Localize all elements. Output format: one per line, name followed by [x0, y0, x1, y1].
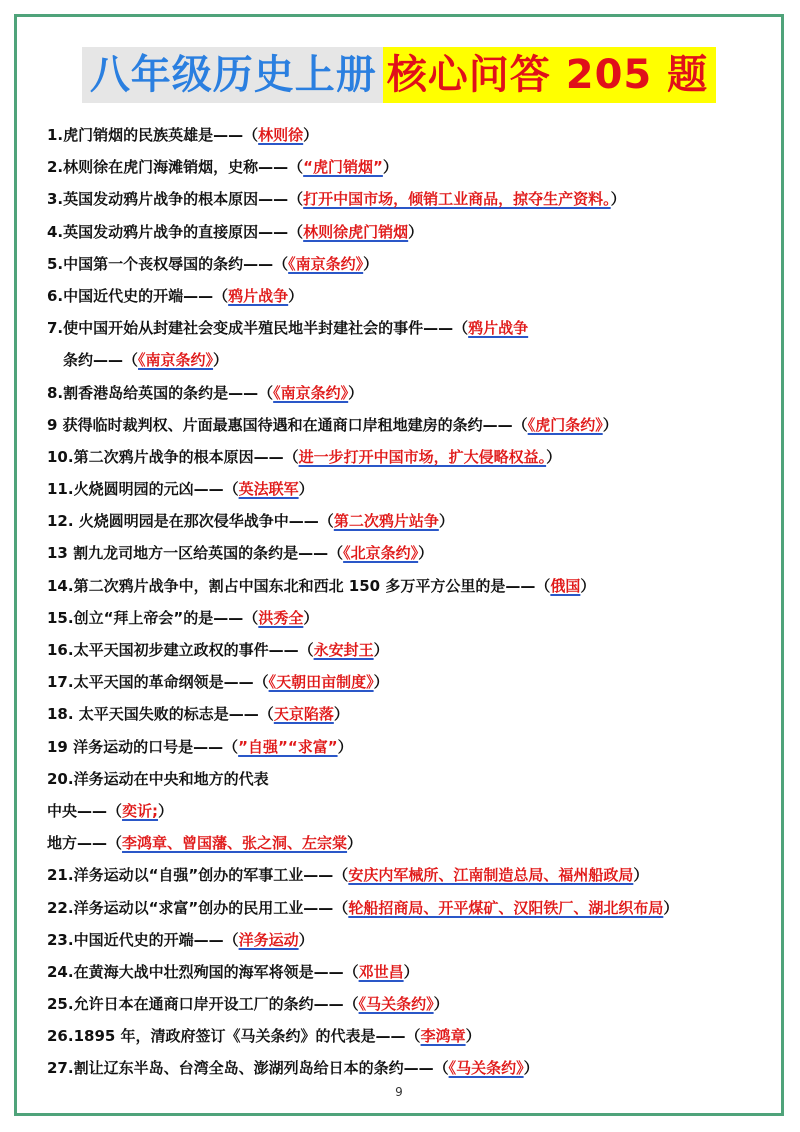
qa-item [47, 1020, 777, 1052]
close-paren: ） [337, 737, 353, 756]
qa-item [47, 892, 777, 924]
answer-text: ”自强”“求富” [238, 737, 338, 756]
question-text: 12. 火烧圆明园是在那次侵华战争中—— [47, 512, 319, 531]
question-text: 2.林则徐在虎门海滩销烟，史称—— [47, 158, 289, 177]
question-text: 21.洋务运动以“自强”创办的军事工业—— [47, 866, 334, 885]
qa-item [47, 183, 777, 215]
qa-item [47, 634, 777, 666]
answer-text: 林则徐虎门销烟 [303, 222, 409, 241]
question-text: 1.虎门销烟的民族英雄是—— [47, 126, 244, 144]
page-title [82, 47, 716, 103]
qa-list [47, 119, 777, 1085]
answer-text: 鸦片战争 [468, 319, 529, 338]
close-paren: ） [546, 447, 562, 466]
qa-item [47, 409, 777, 441]
close-paren: ） [348, 383, 364, 402]
document-page [14, 14, 784, 1116]
qa-item [47, 795, 777, 827]
question-text: 3.英国发动鸦片战争的根本原因—— [47, 190, 289, 209]
answer-text: 奕䜣; [122, 801, 159, 820]
open-paren: （ [512, 415, 528, 434]
question-text: 19 洋务运动的口号是—— [47, 737, 224, 756]
question-text: 10.第二次鸦片战争的根本原因—— [47, 447, 284, 466]
answer-text: “虎门销烟” [303, 158, 383, 177]
qa-item [47, 344, 777, 376]
answer-text: 《天朝田亩制度》 [268, 673, 374, 692]
open-paren: （ [333, 866, 349, 885]
close-paren: ） [403, 962, 419, 981]
close-paren: ） [382, 158, 398, 177]
question-text: 11.火烧圆明园的元凶—— [47, 480, 224, 499]
qa-item [47, 698, 777, 730]
qa-item [47, 570, 777, 602]
answer-text: 邓世昌 [358, 962, 404, 981]
open-paren: （ [288, 222, 304, 241]
open-paren: （ [333, 898, 349, 917]
open-paren: （ [107, 834, 123, 853]
close-paren: ） [213, 351, 229, 370]
close-paren: ） [373, 673, 389, 692]
qa-item [47, 956, 777, 988]
answer-text: 《北京条约》 [343, 544, 419, 563]
question-text: 16.太平天国初步建立政权的事件—— [47, 641, 299, 659]
answer-text: 《虎门条约》 [527, 415, 603, 434]
qa-item [47, 602, 777, 634]
question-text: 23.中国近代史的开端—— [47, 930, 224, 949]
question-text: 18. 太平天国失败的标志是—— [47, 705, 259, 724]
answer-text: 第二次鸦片站争 [333, 512, 439, 531]
question-text: 6.中国近代史的开端—— [47, 286, 214, 305]
qa-item [47, 473, 777, 505]
open-paren: （ [243, 608, 259, 627]
close-paren: ） [633, 866, 649, 885]
answer-text: 鸦片战争 [228, 286, 289, 305]
qa-item [47, 666, 777, 698]
close-paren: ） [298, 930, 314, 949]
question-text: 26.1895 年，清政府签订《马关条约》的代表是—— [47, 1027, 406, 1046]
close-paren: ） [288, 286, 304, 305]
close-paren: ） [610, 190, 626, 209]
close-paren: ） [523, 1059, 539, 1078]
qa-item [47, 988, 777, 1020]
answer-text: 《马关条约》 [358, 995, 434, 1014]
close-paren: ） [465, 1027, 481, 1046]
qa-item [47, 248, 777, 280]
open-paren: （ [283, 447, 299, 466]
answer-text: 轮船招商局、开平煤矿、汉阳铁厂、湖北织布局 [348, 898, 664, 917]
close-paren: ） [663, 898, 679, 917]
question-text: 13 割九龙司地方一区给英国的条约是—— [47, 544, 329, 563]
close-paren: ） [433, 995, 449, 1014]
answer-text: 天京陷落 [273, 705, 334, 724]
question-text: 条约—— [63, 351, 124, 370]
answer-text: 进一步打开中国市场，扩大侵略权益。 [298, 447, 547, 466]
close-paren: ） [298, 480, 314, 499]
qa-item [47, 151, 777, 183]
answer-text: 《南京条约》 [273, 383, 349, 402]
answer-text: 洪秀全 [258, 608, 304, 627]
qa-item [47, 505, 777, 537]
question-text: 15.创立“拜上帝会”的是—— [47, 608, 244, 627]
qa-item [47, 280, 777, 312]
question-text: 25.允许日本在通商口岸开设工厂的条约—— [47, 995, 344, 1014]
question-text: 9 获得临时裁判权、片面最惠国待遇和在通商口岸租地建房的条约—— [47, 415, 513, 434]
open-paren: （ [213, 286, 229, 305]
answer-text: 李鸿章、曾国藩、张之洞、左宗棠 [122, 834, 348, 853]
question-text: 7.使中国开始从封建社会变成半殖民地半封建社会的事件—— [47, 319, 454, 338]
answer-text: 俄国 [550, 576, 581, 595]
title-part-grade: 八年级历史上册 [82, 47, 383, 103]
close-paren: ） [580, 576, 596, 595]
page-number: 9 [395, 1085, 403, 1099]
question-text: 8.割香港岛给英国的条约是—— [47, 383, 259, 402]
question-text: 中央—— [47, 801, 108, 820]
close-paren: ） [303, 126, 319, 144]
open-paren: （ [535, 576, 551, 595]
answer-text: 《南京条约》 [138, 351, 214, 370]
question-text: 地方—— [47, 834, 108, 853]
answer-text: 安庆内军械所、江南制造总局、福州船政局 [348, 866, 634, 885]
close-paren: ） [418, 544, 434, 563]
open-paren: （ [298, 641, 314, 659]
open-paren: （ [453, 319, 469, 338]
answer-text: 打开中国市场，倾销工业商品，掠夺生产资料。 [303, 190, 611, 209]
qa-item [47, 377, 777, 409]
close-paren: ） [347, 834, 363, 853]
open-paren: （ [343, 962, 359, 981]
qa-item [47, 859, 777, 891]
question-text: 22.洋务运动以“求富”创办的民用工业—— [47, 898, 334, 917]
qa-item [47, 312, 777, 344]
answer-text: 林则徐 [258, 126, 304, 144]
answer-text: 《南京条约》 [288, 254, 364, 273]
answer-text: 英法联军 [238, 480, 299, 499]
question-text: 17.太平天国的革命纲领是—— [47, 673, 254, 692]
qa-item [47, 924, 777, 956]
question-text: 27.割让辽东半岛、台湾全岛、澎湖列岛给日本的条约—— [47, 1059, 434, 1078]
qa-item [47, 537, 777, 569]
qa-item [47, 763, 777, 795]
open-paren: （ [223, 930, 239, 949]
open-paren: （ [258, 383, 274, 402]
title-part-highlight: 核心问答 205 题 [383, 47, 716, 103]
question-text: 4.英国发动鸦片战争的直接原因—— [47, 222, 289, 241]
answer-text: 《马关条约》 [448, 1059, 524, 1078]
open-paren: （ [243, 126, 259, 144]
open-paren: （ [223, 480, 239, 499]
open-paren: （ [433, 1059, 449, 1078]
open-paren: （ [288, 158, 304, 177]
qa-item [47, 216, 777, 248]
close-paren: ） [333, 705, 349, 724]
open-paren: （ [123, 351, 139, 370]
open-paren: （ [405, 1027, 421, 1046]
question-text: 14.第二次鸦片战争中，割占中国东北和西北 150 多万平方公里的是—— [47, 576, 536, 595]
close-paren: ） [373, 641, 389, 659]
question-text: 20.洋务运动在中央和地方的代表 [47, 769, 269, 788]
close-paren: ） [602, 415, 618, 434]
open-paren: （ [223, 737, 239, 756]
open-paren: （ [258, 705, 274, 724]
qa-item [47, 441, 777, 473]
open-paren: （ [343, 995, 359, 1014]
answer-text: 永安封王 [313, 641, 374, 659]
close-paren: ） [408, 222, 424, 241]
open-paren: （ [107, 801, 123, 820]
open-paren: （ [318, 512, 334, 531]
close-paren: ） [303, 608, 319, 627]
close-paren: ） [363, 254, 379, 273]
answer-text: 李鸿章 [420, 1027, 466, 1046]
answer-text: 洋务运动 [238, 930, 299, 949]
open-paren: （ [288, 190, 304, 209]
question-text: 24.在黄海大战中壮烈殉国的海军将领是—— [47, 962, 344, 981]
qa-item [47, 827, 777, 859]
question-text: 5.中国第一个丧权辱国的条约—— [47, 254, 274, 273]
qa-item [47, 1052, 777, 1084]
open-paren: （ [253, 673, 269, 692]
close-paren: ） [158, 801, 174, 820]
qa-item [47, 119, 777, 151]
close-paren: ） [438, 512, 454, 531]
open-paren: （ [328, 544, 344, 563]
qa-item [47, 731, 777, 763]
title-bar [17, 47, 781, 103]
open-paren: （ [273, 254, 289, 273]
